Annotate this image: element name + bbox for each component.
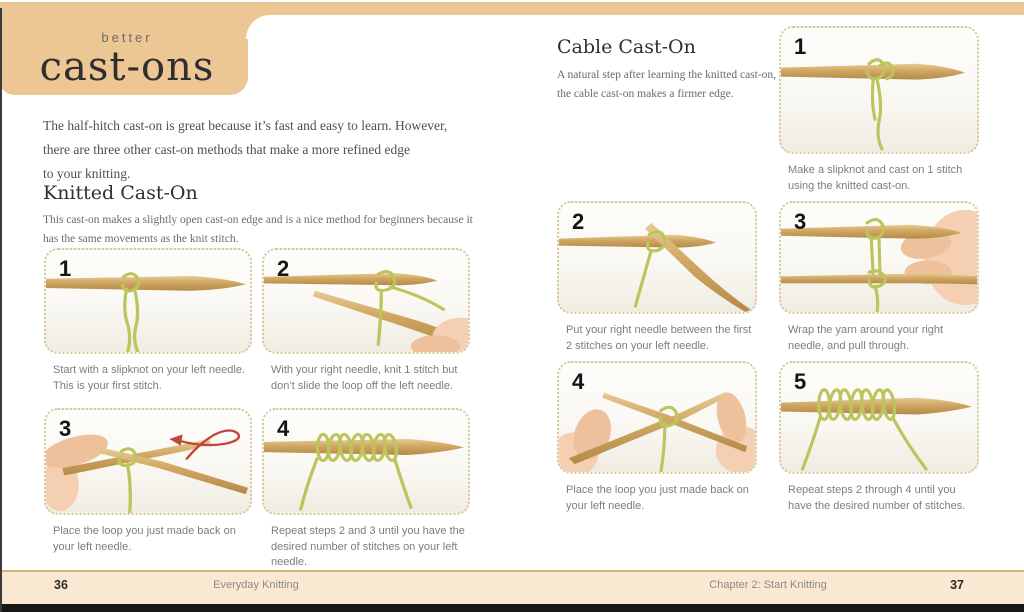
step-card	[44, 408, 252, 555]
step-photo	[557, 201, 757, 314]
chapter-title: cast-ons	[39, 44, 215, 90]
step-caption: Place the loop you just made back on your left needle.	[566, 484, 749, 512]
step-caption: Make a slipknot and cast on 1 stitch using the knitted cast-on.	[788, 164, 963, 192]
step-photo	[262, 408, 470, 515]
page-number-right: 37	[950, 578, 964, 592]
step-photo	[44, 408, 252, 515]
step-card	[557, 361, 757, 514]
step-caption: With your right needle, knit 1 stitch but don’t slide the loop off the left needle.	[271, 364, 458, 392]
step-number: 2	[572, 209, 585, 234]
intro-line: The half-hitch cast-on is great because it’s fast and easy to learn. However,	[43, 118, 448, 133]
cast-on-stitches-illustration	[264, 410, 468, 513]
two-needles-knit-illustration	[264, 250, 468, 352]
step-number: 4	[572, 369, 585, 394]
step-card	[557, 201, 757, 354]
step-photo	[779, 26, 979, 154]
page-left-edge	[0, 8, 2, 612]
intro-paragraph	[43, 114, 447, 186]
section-subtitle-cable: A natural step after learning the knitted cast-on, the cable cast-on makes a firmer edge.	[557, 69, 777, 100]
step-number: 2	[277, 256, 290, 281]
wrap-yarn-illustration	[781, 203, 977, 312]
section-title-knitted: Knitted Cast-On	[43, 182, 198, 204]
needle-slipknot-illustration	[46, 250, 250, 352]
page-bottom-edge	[0, 604, 1024, 612]
step-number: 3	[59, 416, 72, 441]
page-number-left: 36	[54, 578, 68, 592]
step-caption: Place the loop you just made back on your left needle.	[53, 525, 236, 553]
needle-between-stitches-illustration	[559, 203, 755, 312]
footer-chapter-title: Chapter 2: Start Knitting	[709, 579, 827, 591]
chapter-header	[4, 30, 250, 88]
finished-cast-on-illustration	[781, 363, 977, 472]
step-caption: Wrap the yarn around your right needle, and pull through.	[788, 324, 944, 352]
step-photo	[557, 361, 757, 474]
step-card	[44, 248, 252, 394]
chapter-kicker: better	[101, 30, 153, 45]
loop-transfer-arrow-illustration	[46, 410, 250, 513]
step-caption: Repeat steps 2 through 4 until you have the desired number of stitches.	[788, 484, 966, 512]
step-caption: Start with a slipknot on your left needle. This is your first stitch.	[53, 364, 245, 392]
section-title-cable: Cable Cast-On	[557, 36, 696, 58]
step-card	[262, 248, 470, 394]
intro-line: there are three other cast-on methods that make a more refined edge	[43, 142, 410, 157]
step-card	[779, 26, 979, 194]
section-subtitle-knitted: This cast-on makes a slightly open cast-on edge and is a nice method for beginners because it has the same movements as the knit stitch.	[43, 214, 473, 245]
step-number: 5	[794, 369, 807, 394]
footer-bar	[0, 570, 1024, 605]
step-photo	[779, 201, 979, 314]
step-card	[779, 201, 979, 354]
loop-back-on-needle-illustration	[559, 363, 755, 472]
step-photo	[44, 248, 252, 354]
footer-book-title: Everyday Knitting	[213, 579, 299, 591]
step-number: 1	[59, 256, 72, 281]
step-photo	[779, 361, 979, 474]
step-number: 3	[794, 209, 807, 234]
step-caption: Repeat steps 2 and 3 until you have the desired number of stitches on your left needle.	[271, 525, 465, 568]
step-card	[262, 408, 470, 571]
step-caption: Put your right needle between the first 2 stitches on your left needle.	[566, 324, 752, 352]
step-card	[779, 361, 979, 514]
needle-slipknot-illustration	[781, 28, 977, 152]
intro-line: to your knitting.	[43, 166, 131, 181]
step-photo	[262, 248, 470, 354]
step-number: 4	[277, 416, 290, 441]
step-number: 1	[794, 34, 807, 59]
